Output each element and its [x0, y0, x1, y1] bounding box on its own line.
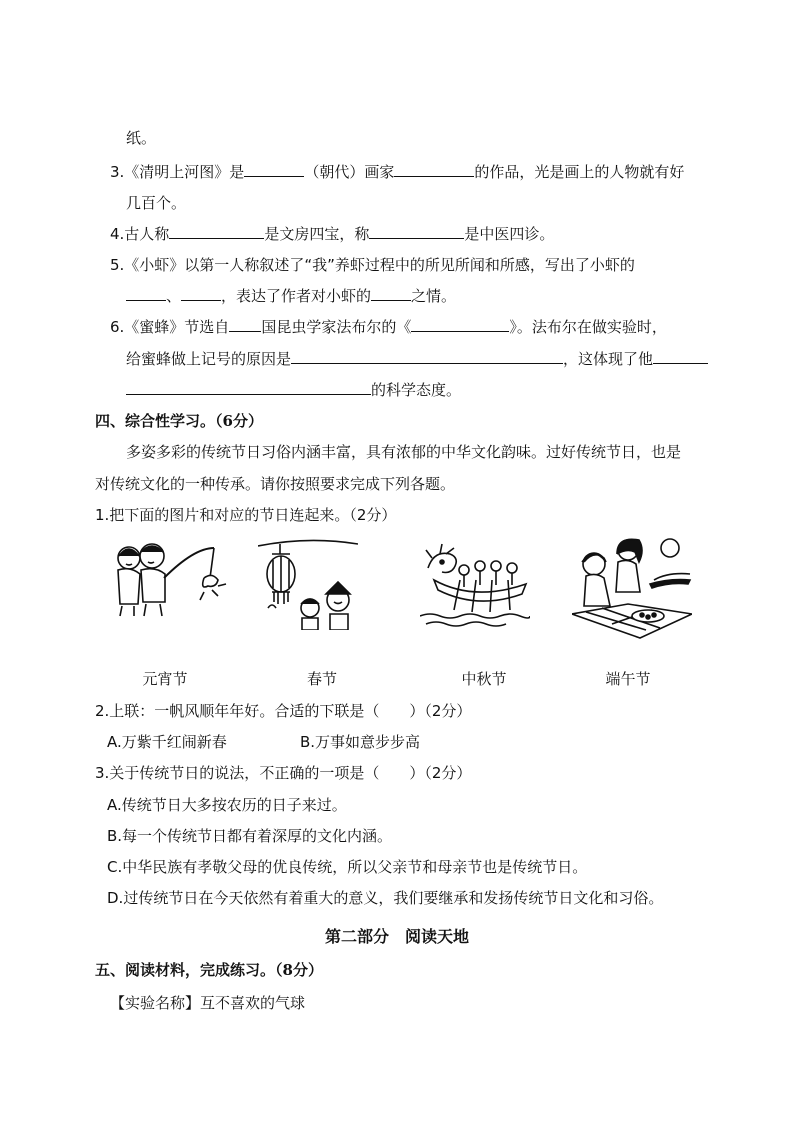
- answer-blank[interactable]: [244, 162, 304, 177]
- question-text: 的科学态度。: [371, 381, 462, 399]
- question-text: 是文房四宝，称: [264, 225, 370, 243]
- question-text: 之情。: [411, 287, 457, 305]
- answer-blank[interactable]: [126, 380, 371, 395]
- question-6-cont: [126, 349, 708, 369]
- question-text: 、: [166, 287, 182, 305]
- firecracker-kids-illustration: [104, 538, 234, 618]
- text-line: 纸。: [126, 129, 157, 147]
- question-text: 3.《清明上河图》是: [110, 163, 245, 181]
- option-d[interactable]: D.过传统节日在今天依然有着重大的意义，我们要继承和发扬传统节日文化和习俗。: [107, 889, 664, 907]
- question-text: （朝代）画家: [304, 163, 395, 181]
- mid-autumn-picnic-illustration: [572, 536, 692, 640]
- question-1: 1.把下面的图片和对应的节日连起来。（2分）: [95, 506, 397, 524]
- answer-blank[interactable]: [411, 317, 509, 332]
- part-title: 第二部分 阅读天地: [324, 927, 469, 946]
- question-text: 给蜜蜂做上记号的原因是: [126, 350, 292, 368]
- answer-blank[interactable]: [169, 224, 264, 239]
- question-text: 的作品，光是画上的人物就有好: [474, 163, 685, 181]
- festival-label-dragon-boat: 端午节: [605, 670, 651, 688]
- answer-blank[interactable]: [229, 317, 261, 332]
- option-b[interactable]: B.每一个传统节日都有着深厚的文化内涵。: [107, 827, 393, 845]
- question-text: 国昆虫学家法布尔的《: [261, 318, 412, 336]
- question-6: [110, 317, 667, 337]
- question-5: 5.《小虾》以第一人称叙述了“我”养虾过程中的所见所闻和所感，写出了小虾的: [110, 256, 635, 274]
- section-heading: 四、综合性学习。（6分）: [95, 412, 263, 430]
- question-text: ，表达了作者对小虾的: [221, 287, 372, 305]
- section-heading: 五、阅读材料，完成练习。（8分）: [95, 961, 323, 979]
- question-3: 3.关于传统节日的说法，不正确的一项是（ ）（2分）: [95, 764, 472, 782]
- festival-label-mid-autumn: 中秋节: [461, 670, 507, 688]
- experiment-name: 【实验名称】互不喜欢的气球: [110, 994, 306, 1012]
- option-a[interactable]: A.传统节日大多按农历的日子来过。: [107, 796, 347, 814]
- question-5-cont: [126, 286, 456, 306]
- answer-blank[interactable]: [181, 286, 221, 301]
- answer-blank[interactable]: [653, 349, 708, 364]
- text-line: 几百个。: [126, 194, 187, 212]
- question-text: ，这体现了他: [563, 350, 654, 368]
- question-6-cont2: [126, 380, 461, 400]
- question-text: 4.古人称: [110, 225, 170, 243]
- festival-label-lantern: 元宵节: [142, 670, 188, 688]
- option-a[interactable]: A.万紫千红闹新春: [107, 733, 227, 751]
- festival-label-spring: 春节: [306, 670, 337, 688]
- intro-paragraph: 对传统文化的一种传承。请你按照要求完成下列各题。: [95, 475, 456, 493]
- answer-blank[interactable]: [371, 286, 411, 301]
- answer-blank[interactable]: [126, 286, 166, 301]
- dragon-boat-illustration: [420, 540, 530, 628]
- option-c[interactable]: C.中华民族有孝敬父母的优良传统，所以父亲节和母亲节也是传统节日。: [107, 858, 588, 876]
- intro-paragraph: 多姿多彩的传统节日习俗内涵丰富，具有浓郁的中华文化韵味。过好传统节日，也是: [126, 443, 682, 461]
- question-4: [110, 224, 554, 244]
- answer-blank[interactable]: [291, 349, 563, 364]
- answer-blank[interactable]: [369, 224, 464, 239]
- lantern-kids-illustration: [258, 538, 358, 630]
- answer-blank[interactable]: [394, 162, 474, 177]
- option-b[interactable]: B.万事如意步步高: [300, 733, 421, 751]
- question-text: 》。法布尔在做实验时，: [509, 318, 667, 336]
- question-text: 是中医四诊。: [464, 225, 555, 243]
- question-text: 6.《蜜蜂》节选自: [110, 318, 230, 336]
- question-3: [110, 162, 684, 182]
- question-2: 2.上联：一帆风顺年年好。合适的下联是（ ）（2分）: [95, 702, 472, 720]
